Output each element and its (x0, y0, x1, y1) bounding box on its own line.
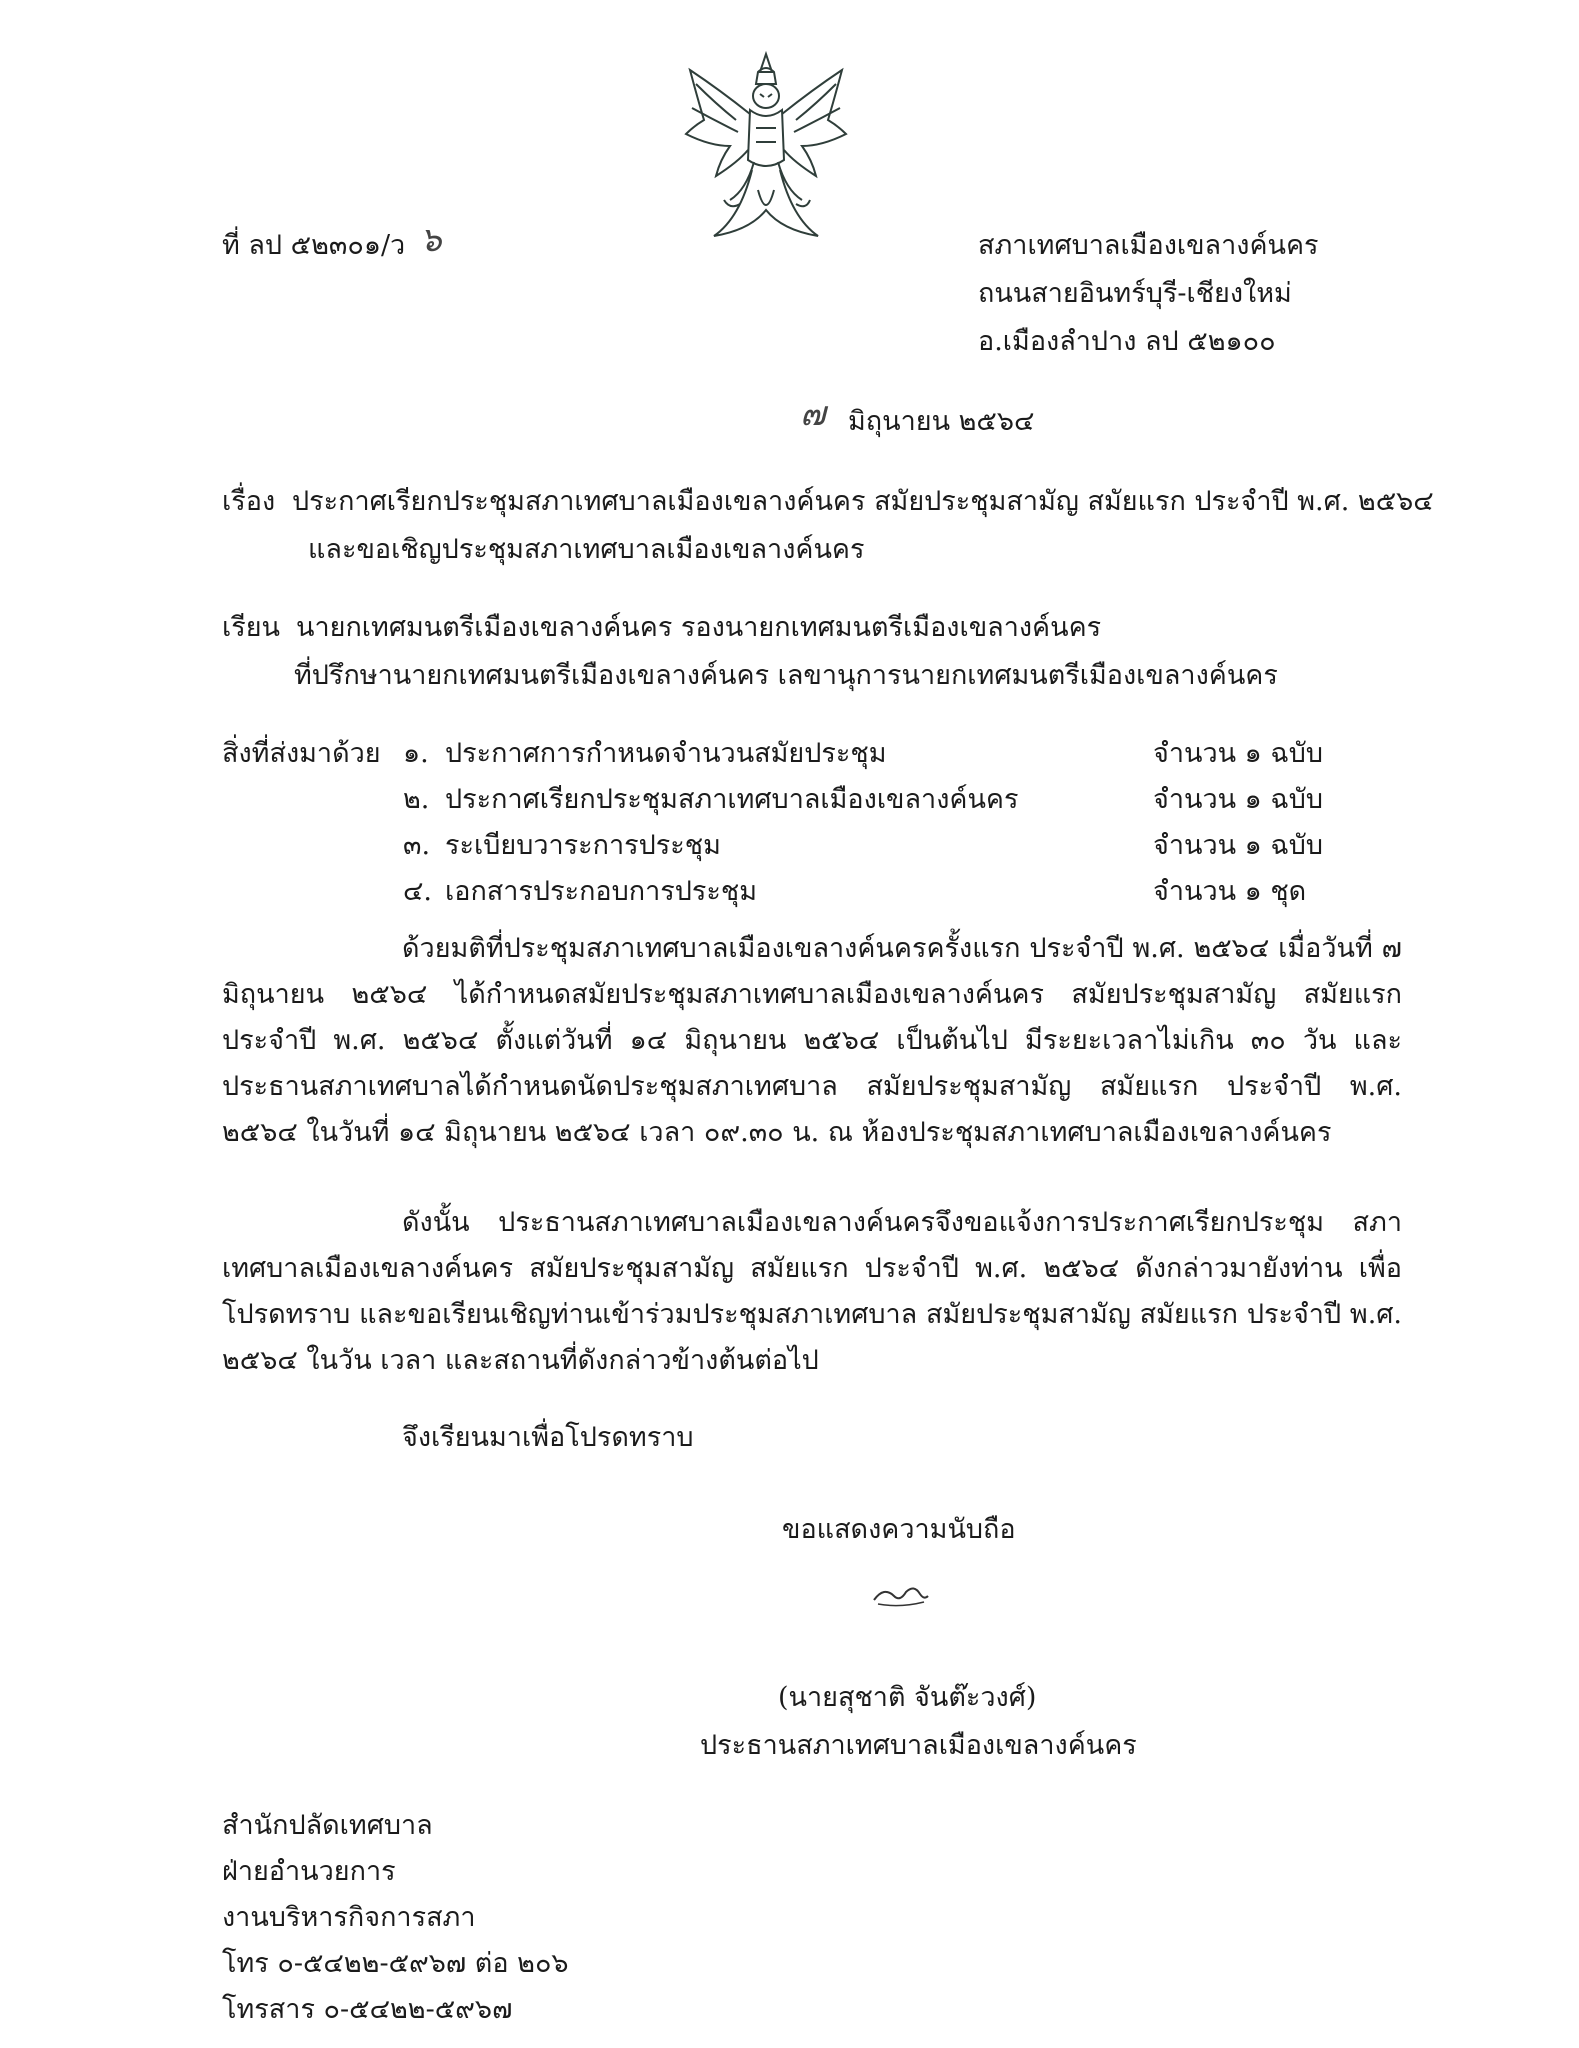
footer-office: สำนักปลัดเทศบาล (222, 1810, 433, 1841)
org-district: อ.เมืองลำปาง ลป ๕๒๑๐๐ (978, 326, 1276, 357)
reference-number: ที่ ลป ๕๒๓๐๑/ว (222, 230, 406, 261)
attachment-number: ๒. (403, 784, 430, 815)
date-handwritten-day: ๗ (800, 394, 826, 434)
footer-division: ฝ่ายอำนวยการ (222, 1856, 396, 1887)
complimentary-close: ขอแสดงความนับถือ (782, 1514, 1016, 1545)
attachments-label: สิ่งที่ส่งมาด้วย (222, 738, 381, 769)
attachment-number: ๓. (403, 830, 431, 861)
attachment-quantity: จำนวน ๑ ชุด (1153, 876, 1307, 907)
letter-date: มิถุนายน ๒๕๖๔ (848, 406, 1035, 437)
subject-label: เรื่อง (222, 486, 276, 517)
attachment-title: เอกสารประกอบการประชุม (445, 876, 758, 907)
subject-line-2: และขอเชิญประชุมสภาเทศบาลเมืองเขลางค์นคร (308, 534, 865, 565)
attachment-title: ประกาศการกำหนดจำนวนสมัยประชุม (445, 738, 887, 769)
body-paragraph-1: ด้วยมติที่ประชุมสภาเทศบาลเมืองเขลางค์นครครั้งแรก ประจำปี พ.ศ. ๒๕๖๔ เมื่อวันที่ ๗ มิถุนายน ๒๕๖๔ ได้กำหนดสมัยประชุมสภาเทศบาลเมืองเขลางค์นคร สมัยประชุมสามัญ สมัยแรก ประจำปี พ.ศ. ๒๕๖๔ ตั้งแต่วันที่ ๑๔ มิถุนายน ๒๕๖๔ เป็นต้นไป มีระยะเวลาไม่เกิน ๓๐ วัน และประธานสภาเทศบาลได้กำหนดนัดประชุมสภาเทศบาล สมัยประชุมสามัญ สมัยแรก ประจำปี พ.ศ. ๒๕๖๔ ในวันที่ ๑๔ มิถุนายน ๒๕๖๔ เวลา ๐๙.๓๐ น. ณ ห้องประชุมสภาเทศบาลเมืองเขลางค์นคร (222, 933, 1402, 1148)
handwritten-signature-icon (870, 1580, 930, 1610)
attachment-number: ๑. (403, 738, 429, 769)
recipient-label: เรียน (222, 612, 281, 643)
attachment-title: ประกาศเรียกประชุมสภาเทศบาลเมืองเขลางค์นคร (445, 784, 1019, 815)
body-paragraph-2: ดังนั้น ประธานสภาเทศบาลเมืองเขลางค์นครจึงขอแจ้งการประกาศเรียกประชุม สภาเทศบาลเมืองเขลางค์นคร สมัยประชุมสามัญ สมัยแรก ประจำปี พ.ศ. ๒๕๖๔ ดังกล่าวมายังท่าน เพื่อโปรดทราบ และขอเรียนเชิญท่านเข้าร่วมประชุมสภาเทศบาล สมัยประชุมสามัญ สมัยแรก ประจำปี พ.ศ. ๒๕๖๔ ในวัน เวลา และสถานที่ดังกล่าวข้างต้นต่อไป (222, 1207, 1402, 1376)
attachment-number: ๔. (403, 876, 433, 907)
closing-line: จึงเรียนมาเพื่อโปรดทราบ (402, 1422, 694, 1453)
recipient-line-1: นายกเทศมนตรีเมืองเขลางค์นคร รองนายกเทศมนตรีเมืองเขลางค์นคร (296, 612, 1102, 643)
attachment-title: ระเบียบวาระการประชุม (445, 830, 721, 861)
signatory-position: ประธานสภาเทศบาลเมืองเขลางค์นคร (700, 1730, 1137, 1761)
footer-section: งานบริหารกิจการสภา (222, 1902, 476, 1933)
attachment-quantity: จำนวน ๑ ฉบับ (1153, 738, 1324, 769)
org-street: ถนนสายอินทร์บุรี-เชียงใหม่ (978, 278, 1292, 309)
subject-line-1: ประกาศเรียกประชุมสภาเทศบาลเมืองเขลางค์นคร สมัยประชุมสามัญ สมัยแรก ประจำปี พ.ศ. ๒๕๖๔ (292, 486, 1434, 517)
garuda-emblem-icon (680, 50, 852, 248)
org-name: สภาเทศบาลเมืองเขลางค์นคร (978, 230, 1319, 261)
reference-handwritten-number: ๖ (420, 220, 442, 260)
attachment-quantity: จำนวน ๑ ฉบับ (1153, 784, 1324, 815)
footer-phone: โทร ๐-๕๔๒๒-๕๙๖๗ ต่อ ๒๐๖ (222, 1948, 569, 1979)
footer-fax: โทรสาร ๐-๕๔๒๒-๕๙๖๗ (222, 1994, 513, 2025)
signatory-name: (นายสุชาติ จันต๊ะวงศ์) (778, 1682, 1037, 1713)
recipient-line-2: ที่ปรึกษานายกเทศมนตรีเมืองเขลางค์นคร เลขานุการนายกเทศมนตรีเมืองเขลางค์นคร (294, 660, 1278, 691)
attachment-quantity: จำนวน ๑ ฉบับ (1153, 830, 1324, 861)
